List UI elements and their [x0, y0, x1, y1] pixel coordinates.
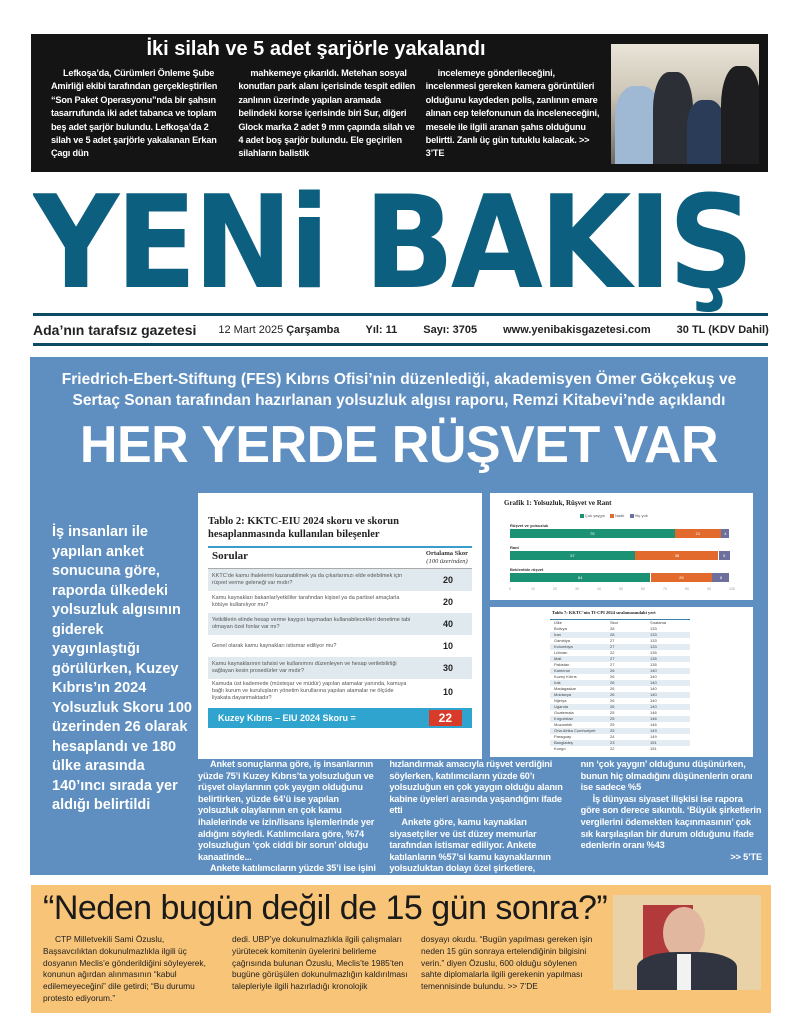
x-tick-label: 30 [575, 587, 579, 591]
bottom-story-column: CTP Milletvekili Sami Özuslu, Başsavcılıktan dokunulmazlıkla ilgili üç dosyanın Meclis’e gönderildiğini söyleyerek, konunun ağırdan alınmasının “kabul edilemeyeceğini” dile getirdi; “Bu durumu protesto ediyorum.” [43, 934, 206, 1003]
ranking-row: Lübnan 22 135 [554, 650, 657, 655]
table-row: KKTC’de kamu ihalelerini kazanabilmek ya da çıkarlarınızı elde edebilmek için rüşvet verme geleneği var mıdır? 20 [208, 569, 472, 591]
table-row: Kamuda üst kademede (müsteşar ve müdür) yapılan atamalar yanında, kamuya bağlı kurum ve kuruluşların yönetim kurullarına yapılan atamalar ne ölçüde liyakata dayanmaktadır? 10 [212, 681, 453, 701]
main-story [30, 357, 768, 885]
ranking-row: İran 28 133 [550, 632, 690, 638]
ranking-row: Guatemala 25 146 [554, 710, 657, 715]
top-story-column: mahkemeye çıkarıldı. Metehan sosyal konutları park alanı içerisinde tespit edilen zanlının üzerinde yapılan aramada belindeki korse içerisinde biri Sur, diğeri Glock marka 2 adet 9 mm çapında silah ve 4 adet boş şarjör bulundu. Ele geçirilen silahların balistik [238, 68, 416, 159]
top-story-photo [611, 44, 759, 164]
body-column: Anket sonuçlarına göre, iş insanlarının yüzde 75’i Kuzey Kıbrıs’ta yolsuzluğun ve rüşvet olaylarının çok yaygın olduğunu belirtirken, yüzde 64’ü ise yapılan yolsuzluk olaylarının en çok kamu ihalelerinde ve izin/lisans işlemlerinde yer aldığını söyledi. Katılımcılara göre, %74 yolsuzluğun ‘çok ciddi bir sorun’ olduğu kanaatinde... Ankete katılımcıların yüzde 35’i ise işini [198, 759, 379, 871]
bottom-story-photo [613, 895, 761, 990]
ranking-row: Madagaskar 26 140 [554, 686, 657, 691]
table-row: Yetkililerin elinde hesap verme kaygısı taşımadan kullanabilecekleri denetime tabi olmayan özel fonlar var mı? 40 [208, 613, 472, 635]
score-table [198, 493, 482, 759]
table-row: Genel olarak kamu kaynakları istismar ediliyor mu? 10 [212, 641, 453, 651]
bottom-story [31, 885, 771, 1013]
bar-segment: 57 [510, 551, 635, 560]
chart-legend [580, 513, 648, 518]
x-tick-label: 60 [641, 587, 645, 591]
price: 30 TL (KDV Dahil) [676, 324, 769, 336]
x-tick-label: 20 [553, 587, 557, 591]
legend-entry: Hiç yok [630, 513, 648, 518]
ranking-row: Paraguay 24 149 [554, 734, 657, 739]
body-column: hızlandırmak amacıyla rüşvet verdiğini söylerken, katılımcıların yüzde 60’ı yolsuzluğun en çok yaygın olduğu alanın kabine üyeleri arasında yaşandığını ifade etti Ankete göre, kamu kaynakları siyasetçiler ve üst düzey memurlar tarafından istismar ediliyor. Ankete katılanların %57’si kamu kaynaklarının yolsuzluktan dolayı özel şirketlere, bireylere ve gruplara aktanılması- [389, 759, 563, 885]
stacked-bar-chart [490, 493, 753, 600]
ranking-row: Bolivya 28 133 [554, 626, 657, 631]
ranking-table-title: Tablo 7: KKTC’nin TI-CPI 2024 sıralamasındaki yeri [552, 610, 656, 615]
category-label: Rüşvet ve yolsuzluk [510, 523, 549, 528]
body-paragraph: Ankete katılımcıların yüzde 35’i ise işini [210, 863, 376, 874]
volume-year: Yıl: 11 [365, 324, 398, 336]
table-row: Kamu kaynaklarının tahsisi ve kullanımını düzenleyen ve hesap verilebilirliği sağlayan kesin prosedürler var mıdır? 30 [208, 657, 472, 679]
top-story [31, 34, 768, 172]
ranking-row: Kamerun 26 140 [550, 668, 690, 674]
issue-number: Sayı: 3705 [423, 324, 478, 336]
ranking-row: Gambiya 27 133 [554, 638, 657, 643]
x-tick-label: 0 [509, 587, 511, 591]
ranking-row: Pakistan 27 135 [554, 662, 657, 667]
category-label: Beklentide rüşvet [510, 567, 544, 572]
top-story-column: incelemeye gönderileceğini, incelenmesi gereken kamera görüntüleri olduğunu kaydeden polis, zanlının emare alınan cep telefonunun da inceleneceğini, mesele ile ilgili aranan şahıs olduğunu belirtti. Zanlı üç gün tutuklu kalacak. >> 3’TE [425, 68, 600, 159]
ranking-row: Kırgızistan 25 146 [550, 716, 690, 722]
ranking-row: Uganda 26 140 [550, 704, 690, 710]
ranking-row: Irak 26 140 [550, 680, 690, 686]
x-tick-label: 10 [531, 587, 535, 591]
newspaper-logo[interactable] [33, 184, 768, 312]
bar-segment: 64 [510, 573, 650, 582]
category-label: Rant [510, 545, 519, 550]
bar-segment: 28 [651, 573, 712, 582]
ranking-row: Moldavya 26 140 [550, 692, 690, 698]
ranking-row: Kongo 22 151 [554, 746, 657, 751]
score-table-title: Tablo 2: KKTC-EIU 2024 skoru ve skorun hesaplanmasında kullanılan bileşenler [208, 516, 399, 540]
score-table-header: Sorular Ortalama Skor (100 üzerinden) [208, 546, 472, 569]
x-tick-label: 90 [707, 587, 711, 591]
x-tick-label: 80 [685, 587, 689, 591]
x-tick-label: 50 [619, 587, 623, 591]
top-story-headline[interactable]: İki silah ve 5 adet şarjörle yakalandı [146, 38, 486, 60]
bar-segment: 38 [635, 551, 718, 560]
ranking-row: Kolombiya 27 133 [550, 644, 690, 650]
total-score-bar: Kuzey Kıbrıs – EIU 2024 Skoru = 22 [208, 708, 472, 728]
top-story-column: Lefkoşa’da, Cürümleri Önleme Şube Amirliği ekibi tarafından gerçekleştirilen “Son Paket Operasyonu”nda bir şahsın tasarrufunda iki adet tabanca ve toplam beş adet şarjör bulundu. Lefkoşa’da 2 silah ve 5 adet şarjörle yakalanan Erkan Çagı dün [51, 68, 218, 159]
ranking-header: Ülke Skor Sıralama [550, 619, 690, 625]
body-column: nın ‘çok yaygın’ olduğunu düşünürken, bunun hiç olmadığını düşünenlerin oranı ise sadece %5 İş dünyası siyaset ilişkisi ise rapora göre son derece sıkıntılı. ‘Büyük şirketlerin vergilerini ödemekten kaçınmasının’ çok sık karşılaşılan bir durum olduğunu ifade edenlerin oranı %43 >> 5’TE [580, 759, 762, 862]
ranking-row: Bangladeş 23 151 [550, 740, 690, 746]
table-row: Kamu kaynakları bakanlar/yetkililer tarafından kişisel ya da partisel amaçlarla kötüye kullanılıyor mu? 20 [212, 595, 453, 608]
ranking-row: Nijerya 26 140 [554, 698, 657, 703]
ranking-row: Kuzey Kıbrıs 26 140 [554, 674, 657, 679]
continued-link[interactable]: >> 5’TE [730, 851, 762, 862]
main-story-deck: Friedrich-Ebert-Stiftung (FES) Kıbrıs Ofisi’nin düzenlediği, akademisyen Ömer Gökçekuş ve Sertaç Sonan tarafından hazırlanan yolsuzluk algısı raporu, Remzi Kitabevi’nde açıklandı [61, 371, 737, 409]
chart-title: Grafik 1: Yolsuzluk, Rüşvet ve Rant [504, 499, 612, 507]
ranking-row: Mozambik 25 146 [554, 722, 657, 727]
main-story-headline[interactable]: HER YERDE RÜŞVET VAR [79, 416, 719, 474]
logo-wordmark: YENi BAKIŞ [33, 184, 751, 312]
ranking-row: Mali 27 135 [550, 656, 690, 662]
ranking-row: Orta Afrika Cumhuriyeti 25 149 [550, 728, 690, 734]
bar-segment: 4 [721, 529, 729, 538]
issue-date: 12 Mart 2025 Çarşamba [218, 324, 340, 336]
bar-segment: 5 [719, 551, 730, 560]
bar-segment: 8 [712, 573, 729, 582]
x-tick-label: 40 [597, 587, 601, 591]
main-story-lede: İş insanları ile yapılan anket sonucuna göre, raporda ülkedeki yolsuzluk algısının giderek yaygınlaştığı görülürken, Kuzey Kıbrıs’ın 2024 Yolsuzluk Skoru 100 üzerinden 26 olarak hesaplandı ve 180 ülke arasında 140’ıncı sırada yer aldığı belirtildi [52, 524, 192, 813]
bottom-story-column: dosyayı okudu. “Bugün yapılması gereken işin neden 15 gün sonraya ertelendiğinin bilgisini verin.” diyen Özuslu, 600 olduğu söylenen sahte diplomalarla ilgili gerekenin yapılması temennisinde bulundu. >> 7’DE [421, 934, 593, 992]
bar-segment: 21 [675, 529, 721, 538]
bar-segment: 75 [510, 529, 675, 538]
ranking-table [490, 607, 753, 757]
bottom-story-headline[interactable]: “Neden bugün değil de 15 gün sonra?” [43, 889, 608, 927]
website-link[interactable]: www.yenibakisgazetesi.com [503, 324, 651, 336]
x-tick-label: 70 [663, 587, 667, 591]
total-score-value: 22 [429, 710, 462, 726]
x-tick-label: 100 [729, 587, 735, 591]
slogan: Ada’nın tarafsız gazetesi [33, 322, 197, 338]
bottom-story-column: dedi. UBP’ye dokunulmazlıkla ilgili çalışmaları yürütecek komitenin üyelerini belirleme çağrısında bulunan Özuslu, Meclis’te 1985’ten bugüne görüşülen dokunulmazlığın kaldırılması talepleriyle ilgili hazırladığı kronolojik [232, 934, 408, 992]
legend-entry: Nadir [610, 513, 625, 518]
legend-entry: Çok yaygın [580, 513, 605, 518]
